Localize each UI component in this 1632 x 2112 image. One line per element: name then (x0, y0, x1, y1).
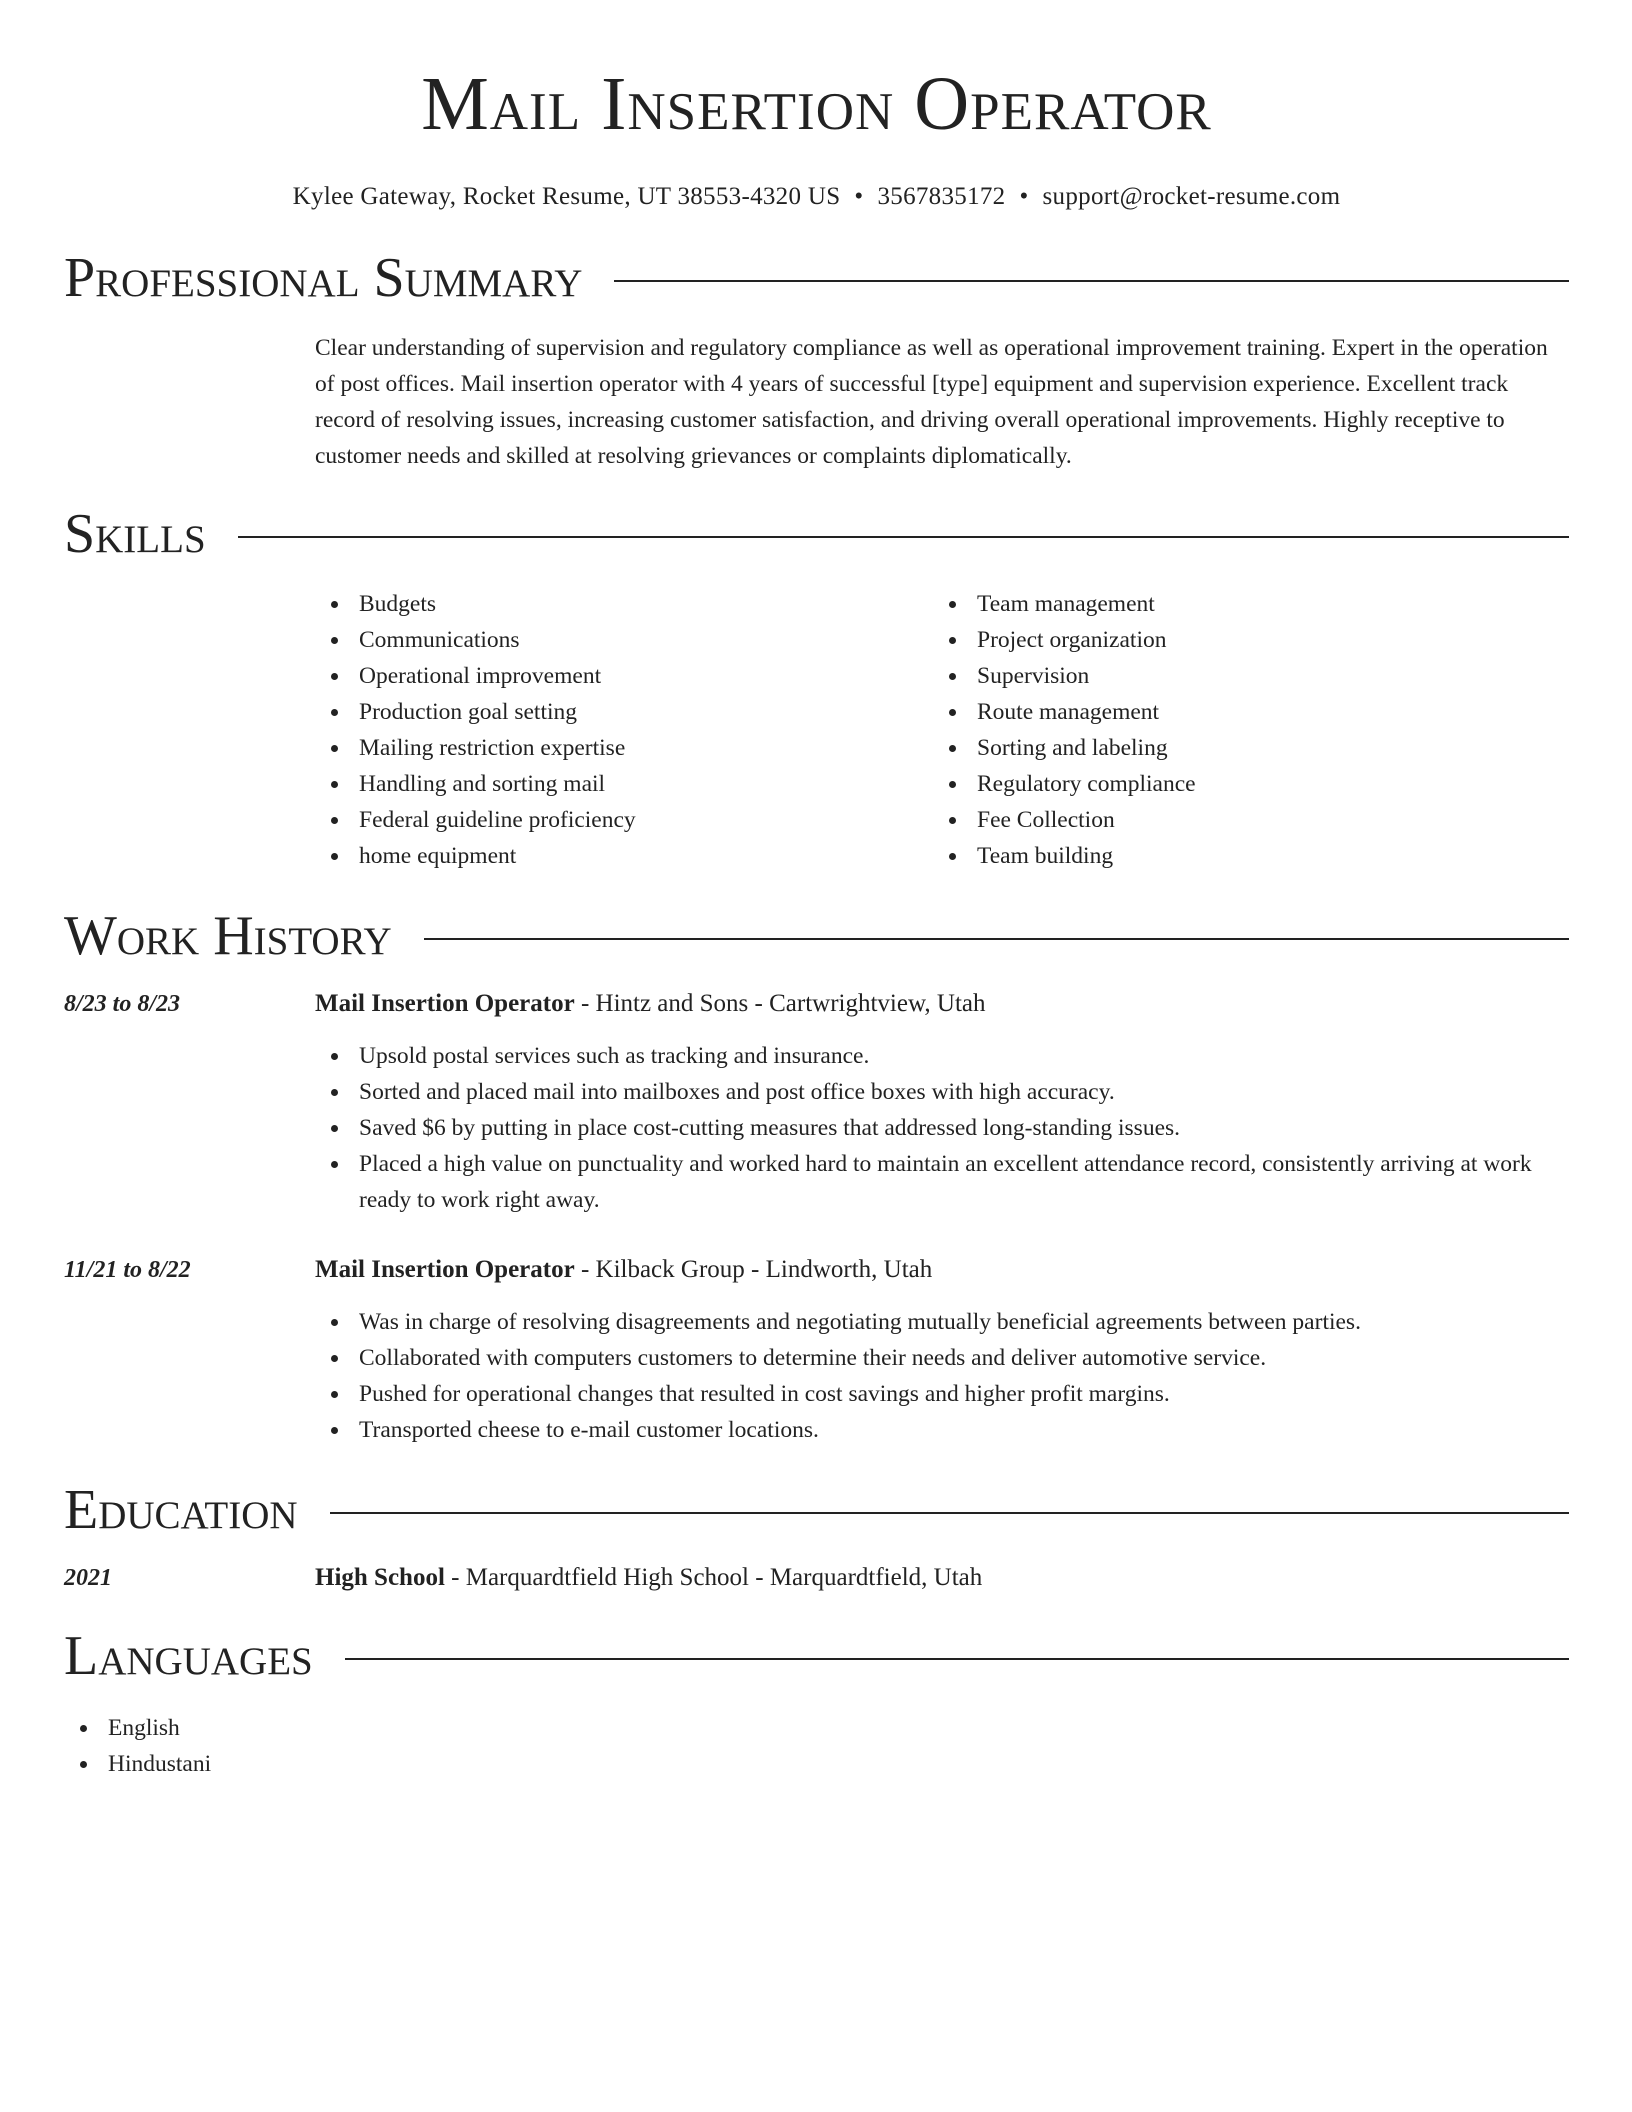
contact-address: Kylee Gateway, Rocket Resume, UT 38553-4320 US (292, 183, 841, 210)
summary-text: Clear understanding of supervision and regulatory compliance as well as operational improvement training. Expert in the operation of post offices. Mail insertion operator with 4 years of successful [type] equipment and supervision experience. Excellent track record of resolving issues, increasing customer satisfaction, and driving overall operational improvements. Highly receptive to customer needs and skilled at resolving grievances or complaints diplomatically. (315, 335, 1548, 469)
job-bullet: Transported cheese to e-mail customer locations. (315, 1412, 1569, 1448)
skill-item: Budgets (315, 586, 933, 622)
job-bullet: Saved $6 by putting in place cost-cutting measures that addressed long-standing issues. (315, 1110, 1569, 1146)
skill-item: Team building (933, 838, 1551, 874)
section-divider (238, 536, 1569, 538)
skill-item: Mailing restriction expertise (315, 730, 933, 766)
job-bullet: Placed a high value on punctuality and worked hard to maintain an excellent attendance record, consistently arriving at work ready to work right away. (315, 1146, 1569, 1218)
job-bullet: Sorted and placed mail into mailboxes and post office boxes with high accuracy. (315, 1074, 1569, 1110)
section-divider (330, 1512, 1569, 1514)
languages-section-header (64, 1624, 1569, 1688)
contact-separator: • (854, 183, 864, 210)
skill-item: Supervision (933, 658, 1551, 694)
job-bullet: Upsold postal services such as tracking and insurance. (315, 1038, 1569, 1074)
contact-line (64, 182, 1569, 212)
education-entry (64, 1560, 1569, 1596)
contact-phone: 3567835172 (877, 183, 1006, 210)
education-year: 2021 (64, 1565, 112, 1591)
job-bullet: Collaborated with computers customers to determine their needs and deliver automotive service. (315, 1340, 1569, 1376)
skill-item: Fee Collection (933, 802, 1551, 838)
skills-column-left (315, 586, 933, 874)
skill-item: home equipment (315, 838, 933, 874)
language-item: English (64, 1710, 1569, 1746)
skills-column-right (933, 586, 1551, 874)
skill-item: Federal guideline proficiency (315, 802, 933, 838)
job-role: Mail Insertion Operator (315, 990, 575, 1017)
job-employer: - Kilback Group - Lindworth, Utah (574, 1256, 933, 1283)
job-role: Mail Insertion Operator (315, 1256, 575, 1283)
section-divider (614, 280, 1569, 282)
skill-item: Operational improvement (315, 658, 933, 694)
education-degree: High School (315, 1564, 445, 1591)
skill-item: Route management (933, 694, 1551, 730)
education-line (315, 1560, 1569, 1596)
skill-item: Team management (933, 586, 1551, 622)
skills-list (315, 586, 1569, 874)
job-dates: 8/23 to 8/23 (64, 991, 181, 1017)
languages-list (64, 1710, 1569, 1782)
education-section-header (64, 1478, 1569, 1542)
job-title-line (315, 986, 1569, 1022)
skill-item: Handling and sorting mail (315, 766, 933, 802)
education-school: - Marquardtfield High School - Marquardtfield, Utah (444, 1564, 983, 1591)
work-section-header (64, 904, 1569, 968)
education-body (315, 1560, 1569, 1596)
job-bullets (315, 1304, 1569, 1448)
education-section-title: Education (64, 1479, 298, 1541)
section-divider (345, 1658, 1569, 1660)
contact-email: support@rocket-resume.com (1042, 183, 1341, 210)
skill-item: Production goal setting (315, 694, 933, 730)
resume-name: Mail Insertion Operator (421, 62, 1212, 146)
job-employer: - Hintz and Sons - Cartwrightview, Utah (574, 990, 986, 1017)
job-entry (64, 1252, 1569, 1448)
language-item: Hindustani (64, 1746, 1569, 1782)
job-bullets (315, 1038, 1569, 1218)
skill-item: Sorting and labeling (933, 730, 1551, 766)
job-entry (64, 986, 1569, 1218)
job-title-line (315, 1252, 1569, 1288)
languages-section-title: Languages (64, 1625, 313, 1687)
job-body (315, 1252, 1569, 1448)
resume-page (64, 0, 1569, 2112)
contact-separator: • (1019, 183, 1029, 210)
skills-section-title: Skills (64, 503, 206, 565)
skills-section-header (64, 502, 1569, 566)
job-bullet: Pushed for operational changes that resulted in cost savings and higher profit margins. (315, 1376, 1569, 1412)
skill-item: Communications (315, 622, 933, 658)
work-section-title: Work History (64, 905, 392, 967)
summary-section-title: Professional Summary (64, 247, 583, 309)
job-body (315, 986, 1569, 1218)
summary-section-header (64, 246, 1569, 310)
job-dates: 11/21 to 8/22 (64, 1257, 191, 1283)
section-divider (424, 938, 1569, 940)
job-bullet: Was in charge of resolving disagreements and negotiating mutually beneficial agreements between parties. (315, 1304, 1569, 1340)
skill-item: Regulatory compliance (933, 766, 1551, 802)
skill-item: Project organization (933, 622, 1551, 658)
